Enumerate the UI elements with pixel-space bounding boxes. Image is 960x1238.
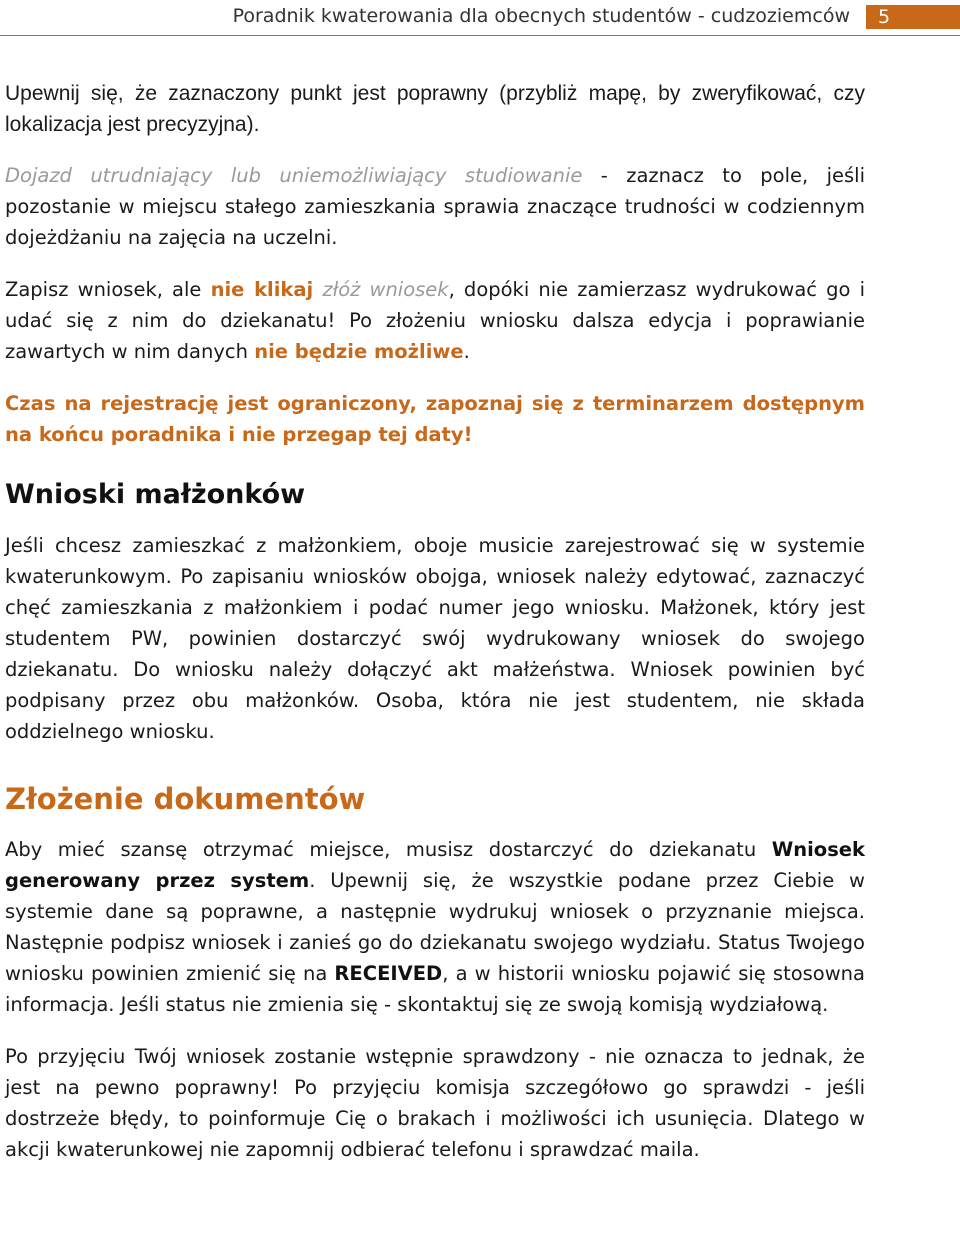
paragraph-deadline-warning: Czas na rejestrację jest ograniczony, zapoznaj się z terminarzem dostępnym na końcu poradnika i nie przegap tej daty! <box>5 392 865 446</box>
paragraph-spouse-applications: Jeśli chcesz zamieszkać z małżonkiem, oboje musicie zarejestrować się w systemie kwaterunkowym. Po zapisaniu wniosków obojga, wniosek należy edytować, zaznaczyć chęć zamieszkania z małżonkiem i podać numer jego wniosku. Małżonek, który jest studentem PW, powinien dostarczyć swój wydrukowany wniosek do swojego dziekanatu. Do wniosku należy dołączyć akt małżeństwa. Wniosek powinien być podpisany przez obu małżonków. Osoba, która nie jest studentem, nie składa oddzielnego wniosku. <box>5 534 865 743</box>
heading-spouse-applications: Wnioski małżonków <box>5 479 306 510</box>
save-text-3: . <box>463 340 470 363</box>
save-text-2: , dopóki nie zamierzasz wydrukować go i udać się z nim do dziekanatu! Po złożeniu wniosku dalsza edycja i poprawianie zawartych w nim danych <box>5 278 865 363</box>
submission-text-1: Aby mieć szansę otrzymać miejsce, musisz dostarczyć do dziekanatu <box>5 838 772 861</box>
paragraph-after-acceptance: Po przyjęciu Twój wniosek zostanie wstępnie sprawdzony - nie oznacza to jednak, że jest na pewno poprawny! Po przyjęciu komisja szczegółowo go sprawdzi - jeśli dostrzeże błędy, to poinformuje Cię o brakach i możliwości ich usunięcia. Dlatego w akcji kwaterunkowej nie zapomnij odbierać telefonu i sprawdzać maila. <box>5 1045 865 1161</box>
save-text-1: Zapisz wniosek, ale <box>5 278 211 301</box>
paragraph-verify-location: Upewnij się, że zaznaczony punkt jest poprawny (przybliż mapę, by zweryfikować, czy lokalizacja jest precyzyjna). <box>5 82 865 136</box>
submission-text-2: . Upewnij się, że wszystkie podane przez Ciebie w systemie dane są poprawne, a następnie wydrukuj wniosek o przyznanie miejsca. Następnie podpisz wniosek i zanieś go do dziekanatu swojego wydziału. Status Twojego wniosku powinien zmienić się na <box>5 869 865 985</box>
bold-generated-application: Wniosek generowany przez system <box>5 838 865 892</box>
document-body <box>5 78 865 1165</box>
paragraph-commute <box>5 160 865 253</box>
page-number: 5 <box>878 6 891 28</box>
paragraph-document-submission <box>5 834 865 1020</box>
commute-field-label: Dojazd utrudniający lub uniemożliwiający studiowanie <box>5 164 583 187</box>
emphasis-not-possible: nie będzie możliwe <box>254 340 464 363</box>
heading-document-submission: Złożenie dokumentów <box>5 782 366 816</box>
submission-text-3: , a w historii wniosku pojawić się stosowna informacja. Jeśli status nie zmienia się - skontaktuj się ze swoją komisją wydziałową. <box>5 962 865 1016</box>
page-header <box>0 0 960 36</box>
submit-button-label: złóż wniosek <box>313 278 449 301</box>
header-divider <box>0 35 960 36</box>
header-title: Poradnik kwaterowania dla obecnych studentów - cudzoziemców <box>232 5 850 27</box>
page-number-badge <box>866 5 960 29</box>
paragraph-save-application <box>5 274 865 367</box>
commute-text: - zaznacz to pole, jeśli pozostanie w miejscu stałego zamieszkania sprawia znaczące trudności w codziennym dojeżdżaniu na zajęcia na uczelni. <box>5 164 866 249</box>
bold-received-status: RECEIVED <box>334 962 443 985</box>
emphasis-do-not-click: nie klikaj <box>210 278 314 301</box>
